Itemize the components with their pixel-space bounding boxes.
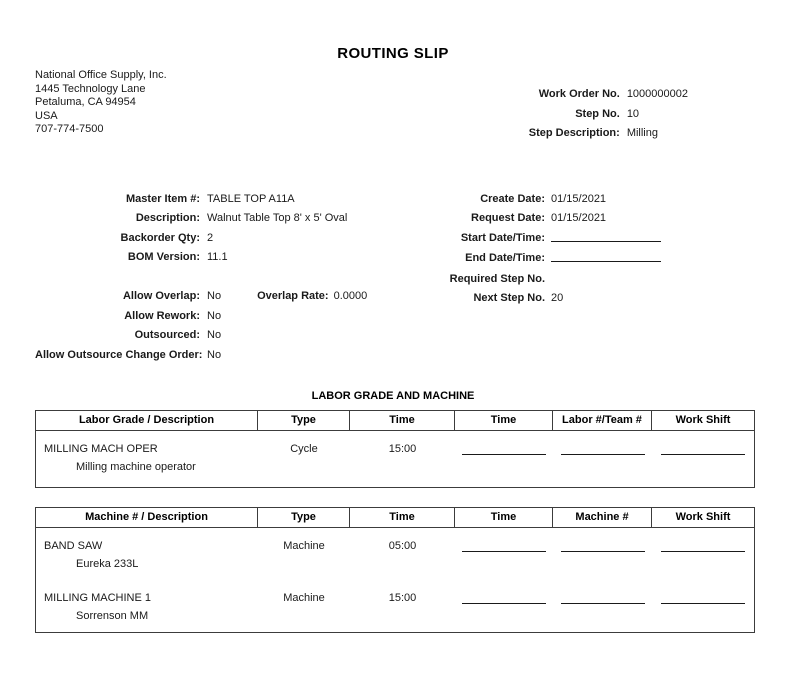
required-step-row: [410, 270, 666, 290]
create-date-value: 01/15/2021: [551, 192, 607, 205]
labor-number-blank-line: [561, 443, 645, 455]
allow-rework-label: Allow Rework:: [124, 309, 200, 322]
table-row: [36, 528, 754, 580]
labor-col-labor-team: Labor #/Team #: [553, 411, 652, 431]
outsourced-value: No: [207, 329, 222, 341]
labor-col-description: Labor Grade / Description: [36, 411, 258, 431]
allow-overlap-value: [207, 287, 410, 307]
labor-grade-table-header: [36, 411, 754, 431]
required-step-label: Required Step No.: [449, 272, 545, 285]
labor-grade-table: [35, 410, 755, 488]
machine-code: MILLING MACHINE 1: [44, 592, 151, 604]
description-label: Description:: [135, 212, 200, 224]
overlap-rate-label: Overlap Rate:: [257, 290, 329, 302]
company-info: [35, 69, 167, 144]
step-no-value: 10: [626, 107, 640, 120]
work-order-row: [510, 85, 688, 105]
description-row: [35, 209, 410, 229]
required-step-value: [551, 270, 666, 290]
time-blank-line: [462, 443, 546, 455]
company-country: USA: [35, 109, 58, 122]
backorder-qty-label: Backorder Qty:: [120, 231, 200, 244]
labor-col-type: Type: [258, 411, 350, 431]
step-no-label: Step No.: [575, 107, 620, 120]
machine-table: [35, 507, 755, 633]
machine-col-description: Machine # / Description: [36, 508, 258, 528]
machine-col-work-shift: Work Shift: [652, 508, 754, 528]
machine-table-body: [36, 528, 754, 632]
company-city: Petaluma, CA 94954: [35, 96, 136, 108]
labor-work-shift-fillin-cell: [652, 443, 754, 474]
labor-col-work-shift: Work Shift: [652, 411, 754, 431]
machine-code: BAND SAW: [44, 540, 103, 552]
next-step-label: Next Step No.: [473, 292, 545, 304]
allow-overlap-text: No: [207, 290, 222, 302]
allow-outsource-change-label: Allow Outsource Change Order:: [35, 348, 203, 361]
machine-col-type: Type: [258, 508, 350, 528]
end-date-row: [410, 249, 666, 270]
work-shift-blank-line: [661, 540, 745, 552]
master-item-row: [35, 190, 410, 210]
machine-name-cell: [36, 592, 258, 623]
end-date-blank-line: [551, 249, 661, 262]
details-spacer: [35, 268, 410, 288]
machine-time-cell: 15:00: [388, 592, 417, 604]
machine-description: Eureka 233L: [76, 558, 139, 570]
request-date-label: Request Date:: [471, 212, 545, 224]
create-date-label: Create Date:: [480, 192, 545, 205]
allow-overlap-label: Allow Overlap:: [122, 290, 200, 302]
next-step-row: [410, 289, 666, 309]
allow-outsource-change-value: No: [207, 348, 222, 361]
allow-rework-value: No: [207, 309, 222, 322]
machine-time-cell: 05:00: [388, 540, 417, 552]
labor-grade-cell: [36, 443, 258, 474]
machine-description: Sorrenson MM: [76, 610, 149, 622]
machine-time-fillin-cell: [455, 592, 553, 623]
labor-type-cell: Cycle: [290, 443, 318, 455]
step-description-row: [510, 124, 688, 144]
step-description-value: Milling: [626, 127, 658, 139]
request-date-value: 01/15/2021: [551, 212, 607, 224]
allow-outsource-change-row: [35, 346, 410, 366]
create-date-row: [410, 190, 666, 210]
labor-col-time2: Time: [455, 411, 553, 431]
company-name: National Office Supply, Inc.: [35, 69, 167, 81]
machine-work-shift-fillin-cell: [652, 592, 754, 623]
bom-version-value: 11.1: [207, 251, 228, 263]
machine-number-fillin-cell: [553, 592, 652, 623]
labor-time-cell: 15:00: [388, 443, 417, 455]
machine-col-time2: Time: [455, 508, 553, 528]
details-section: [35, 190, 786, 366]
machine-name-cell: [36, 540, 258, 571]
allow-rework-row: [35, 307, 410, 327]
backorder-qty-value: 2: [207, 231, 214, 244]
machine-table-header: [36, 508, 754, 528]
work-shift-blank-line: [661, 443, 745, 455]
labor-col-time1: Time: [350, 411, 455, 431]
time-blank-line: [462, 540, 546, 552]
work-shift-blank-line: [661, 592, 745, 604]
request-date-row: [410, 209, 666, 229]
work-order-label: Work Order No.: [538, 88, 620, 100]
machine-type-cell: Machine: [283, 592, 325, 604]
outsourced-label: Outsourced:: [134, 329, 200, 341]
master-item-value: TABLE TOP A11A: [207, 192, 295, 205]
machine-number-blank-line: [561, 540, 645, 552]
overlap-rate-value: 0.0000: [333, 290, 368, 302]
allow-overlap-row: [35, 287, 410, 307]
start-date-blank-line: [551, 229, 661, 242]
description-value: Walnut Table Top 8' x 5' Oval: [207, 212, 348, 224]
start-date-row: [410, 229, 666, 250]
start-date-label: Start Date/Time:: [460, 231, 545, 244]
bom-version-row: [35, 248, 410, 268]
labor-number-fillin-cell: [553, 443, 652, 474]
work-order-value: 1000000002: [626, 88, 688, 100]
labor-grade-description: Milling machine operator: [76, 461, 196, 473]
machine-number-blank-line: [561, 592, 645, 604]
machine-col-number: Machine #: [553, 508, 652, 528]
machine-work-shift-fillin-cell: [652, 540, 754, 571]
machine-number-fillin-cell: [553, 540, 652, 571]
machine-time-fillin-cell: [455, 540, 553, 571]
date-details: [410, 190, 666, 366]
work-order-info: [510, 85, 688, 144]
labor-grade-code: MILLING MACH OPER: [44, 443, 158, 455]
next-step-value: 20: [551, 292, 564, 304]
labor-time-fillin-cell: [455, 443, 553, 474]
page-title: ROUTING SLIP: [337, 45, 449, 62]
outsourced-row: [35, 326, 410, 346]
step-description-label: Step Description:: [528, 127, 620, 139]
master-item-label: Master Item #:: [126, 192, 200, 205]
company-address: 1445 Technology Lane: [35, 82, 146, 95]
labor-grade-table-body: [36, 431, 754, 487]
bom-version-label: BOM Version:: [127, 251, 200, 263]
table-row: [36, 580, 754, 632]
company-phone: 707-774-7500: [35, 123, 104, 135]
table-row: [36, 431, 754, 487]
time-blank-line: [462, 592, 546, 604]
backorder-qty-row: [35, 229, 410, 249]
step-no-row: [510, 105, 688, 125]
header-section: [0, 69, 786, 144]
machine-col-time1: Time: [350, 508, 455, 528]
item-details: [35, 190, 410, 366]
labor-grade-machine-heading: LABOR GRADE AND MACHINE: [311, 390, 475, 402]
end-date-label: End Date/Time:: [465, 252, 545, 264]
machine-type-cell: Machine: [283, 540, 325, 552]
